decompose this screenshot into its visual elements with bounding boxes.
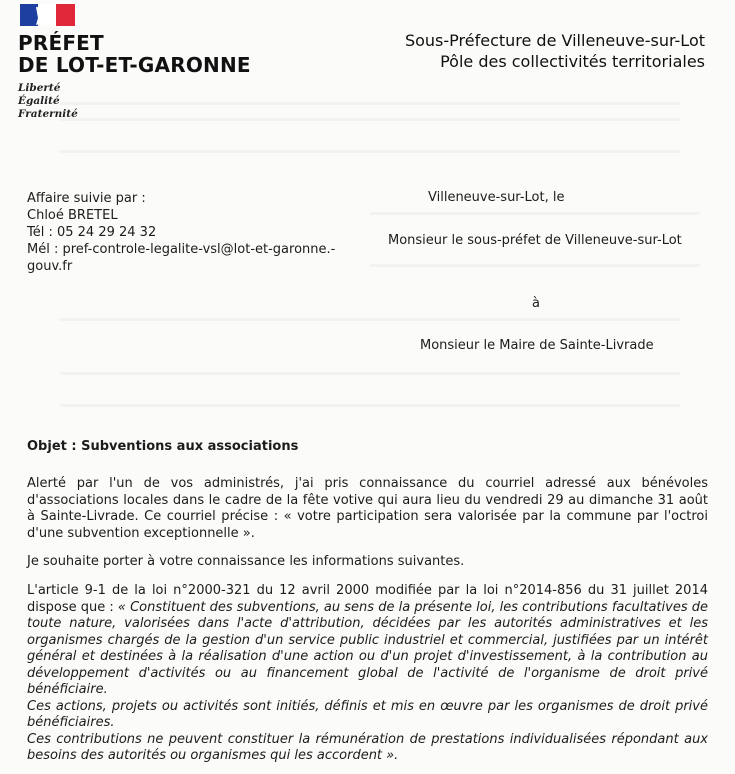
law-quote-1: « Constituent des subventions, au sens de la présente loi, les contributions facultatives de toute nature, valorisées dans l'acte d'attribution, décidées par les autorités administratives et les organismes chargés de la gestion d'un service public industriel et commercial, justifiées par un intérêt général et destinées à la réalisation d'une action ou d'un projet d'investissement, à la contribution au développement d'activités ou au financement global de l'activité de l'organisme de droit privé bénéficiaire. — [27, 599, 708, 697]
service-name: Sous-Préfecture de Villeneuve-sur-Lot — [404, 31, 705, 50]
republic-motto — [18, 82, 78, 121]
subject-line: Objet : Subventions aux associations — [27, 439, 299, 454]
marianne-flag-logo — [20, 4, 75, 26]
sender-block — [27, 190, 357, 275]
followed-by-label: Affaire suivie par : — [27, 191, 146, 206]
from-line: Monsieur le sous-préfet de Villeneuve-sur-Lot — [388, 233, 682, 248]
paragraph-law-article — [27, 583, 708, 765]
to-word: à — [532, 296, 540, 311]
recipient-line: Monsieur le Maire de Sainte-Livrade — [420, 338, 654, 353]
brand-line-1: PRÉFET — [18, 31, 104, 55]
prefecture-brand — [18, 32, 251, 76]
sender-email-line-2: gouv.fr — [27, 259, 73, 274]
brand-line-2: DE LOT-ET-GARONNE — [18, 53, 251, 77]
sender-email-line-1: Mél : pref-controle-legalite-vsl@lot-et-garonne.- — [27, 242, 336, 257]
law-quote-3: Ces contributions ne peuvent constituer la rémunération de prestations individualisées répondant aux besoins des autorités ou organismes qui les accordent ». — [27, 731, 708, 763]
sender-name: Chloé BRETEL — [27, 208, 118, 223]
flag-red-band — [56, 4, 75, 26]
motto-fraternite: Fraternité — [18, 108, 78, 120]
flag-blue-band — [20, 4, 38, 26]
paragraph-information: Je souhaite porter à votre connaissance les informations suivantes. — [27, 554, 465, 569]
paragraph-alert: Alerté par l'un de vos administrés, j'ai pris connaissance du courriel adressé aux bénévoles d'associations locales dans le cadre de la fête votive qui aura lieu du vendredi 29 au dimanche 31 août à Sainte-Livrade. Ce courriel précise : « votre participation sera valorisée par la commune par l'octroi d'une subvention exceptionnelle ». — [27, 476, 708, 541]
law-quote-2: Ces actions, projets ou activités sont initiés, définis et mis en œuvre par les organismes de droit privé bénéficiaires. — [27, 698, 708, 730]
place-date: Villeneuve-sur-Lot, le — [428, 190, 565, 205]
motto-liberte: Liberté — [18, 82, 61, 94]
service-header — [405, 30, 705, 72]
law-intro: L'article 9-1 de la loi n°2000-321 du 12 avril 2000 modifiée par la loi n°2014-856 du 31 juillet 2014 dispose que : — [27, 583, 708, 615]
sender-phone: Tél : 05 24 29 24 32 — [27, 225, 157, 240]
motto-egalite: Égalité — [18, 95, 60, 107]
service-department: Pôle des collectivités territoriales — [440, 52, 705, 71]
